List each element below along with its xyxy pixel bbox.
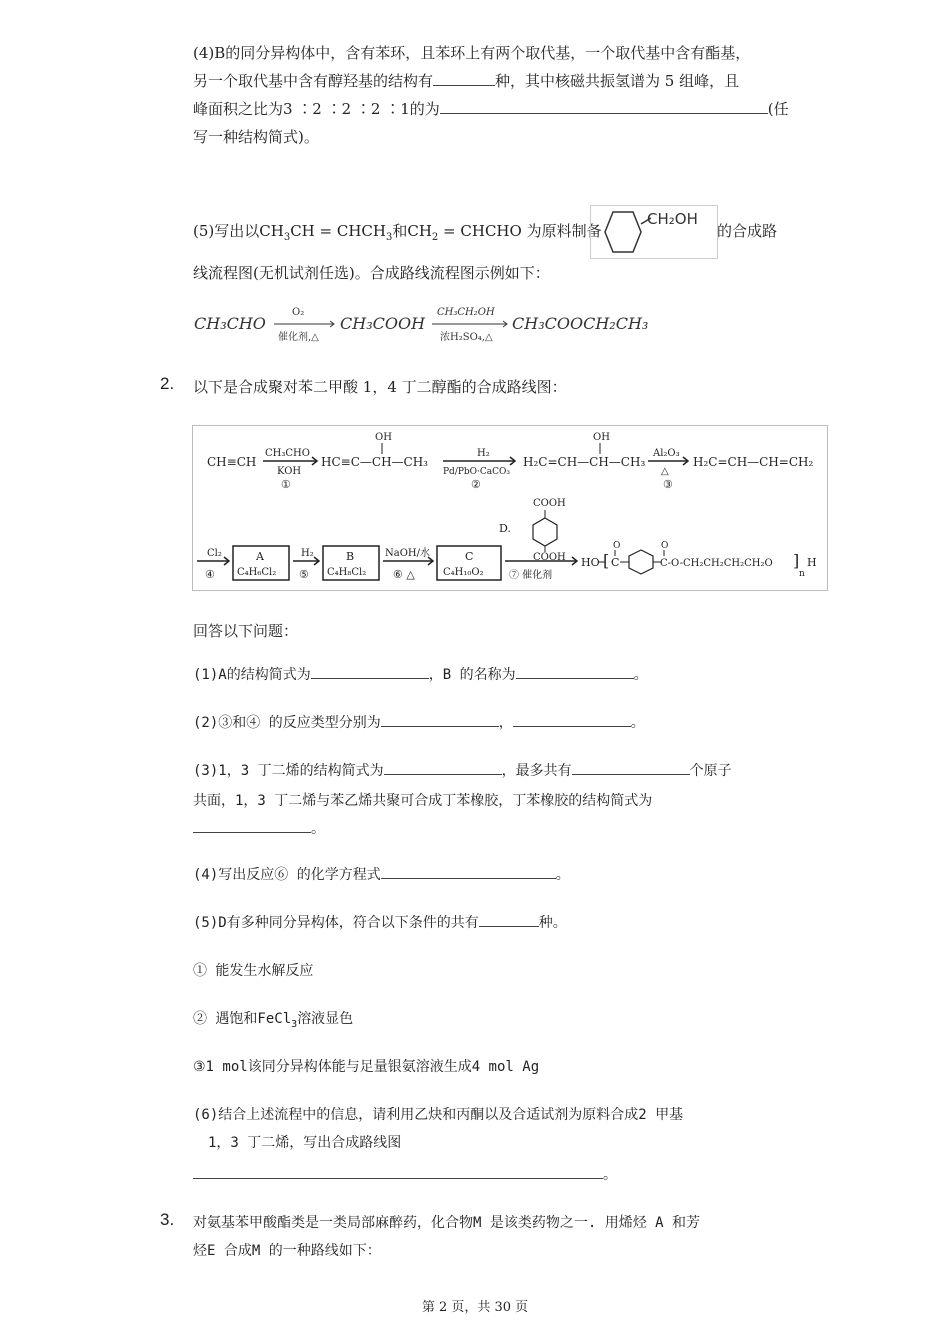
q2-part3-line1: (3)1，3 丁二烯的结构简式为 ，最多共有 个原子 [193, 760, 732, 782]
scheme-a1-top: CH₃CHO [265, 448, 310, 459]
q2-part2: (2)③和④ 的反应类型分别为 ， 。 [193, 712, 645, 734]
answer-blank[interactable] [311, 664, 429, 679]
scheme-oh2: OH [593, 432, 610, 443]
scheme-a2-bot: Pd/PbO·CaCO₃ [443, 467, 511, 477]
scheme-boxC-l1: C [465, 550, 474, 563]
scheme-polymer-o1: O [613, 541, 621, 551]
scheme-d-label: D. [499, 522, 511, 535]
scheme-a5-top: H₂ [301, 548, 314, 559]
scheme-cooh-bot: COOH [533, 552, 566, 563]
scheme-cooh-top: COOH [533, 498, 566, 509]
scheme-a4-top: Cl₂ [207, 548, 222, 559]
scheme-boxB-l1: B [346, 550, 355, 563]
q2-part5: (5)D有多种同分异构体，符合以下条件的共有 种。 [193, 912, 567, 934]
scheme-n1: ① [281, 478, 291, 491]
scheme-a3-bot: △ [661, 466, 669, 477]
scheme-r1: CH≡CH [207, 455, 257, 469]
scheme-boxA-l1: A [256, 550, 264, 563]
page-footer: 第 2 页，共 30 页 [421, 1300, 529, 1315]
eq-arrow2-top: CH₃CH₂OH [437, 307, 495, 318]
scheme-n3: ③ [663, 478, 673, 491]
q-5-line2: 线流程图(无机试剂任选)。合成路线流程图示例如下： [193, 264, 550, 282]
target-structure-image [590, 205, 718, 259]
answer-blank[interactable] [513, 712, 631, 727]
answer-blank[interactable] [381, 712, 499, 727]
scheme-n4: ④ [205, 568, 215, 581]
condition-1: ① 能发生水解反应 [193, 963, 314, 979]
scheme-polymer-d: H [807, 556, 817, 569]
q2-part6-line3: 。 [193, 1164, 617, 1186]
question-title: 以下是合成聚对苯二甲酸 1，4 丁二醇酯的合成路线图： [193, 378, 567, 396]
scheme-boxC-l2: C₄H₁₀O₂ [443, 567, 484, 578]
scheme-a1-bot: KOH [277, 466, 302, 477]
eq-arrow1-top: O₂ [292, 307, 305, 318]
q2-part3-line2: 共面，1，3 丁二烯与苯乙烯共聚可合成丁苯橡胶，丁苯橡胶的结构简式为 [193, 793, 653, 809]
scheme-polymer-a: HO [581, 556, 600, 569]
answer-blank[interactable] [572, 760, 690, 775]
answer-blank[interactable] [193, 1164, 603, 1179]
scheme-polymer-bracket-close: ] [793, 551, 800, 570]
scheme-polymer-n: n [799, 569, 805, 579]
answer-blank[interactable] [193, 818, 311, 833]
scheme-oh1: OH [375, 432, 392, 443]
q2-part3-line3: 。 [193, 818, 325, 840]
scheme-n6: ⑥ △ [393, 568, 415, 581]
scheme-polymer-c: C-O-CH₂CH₂CH₂CH₂O [660, 558, 773, 569]
answer-intro: 回答以下问题： [193, 622, 299, 640]
q3-line1: 对氨基苯甲酸酯类是一类局部麻醉药，化合物M 是该类药物之一. 用烯烃 A 和芳 [193, 1215, 700, 1231]
q3-line2: 烃E 合成M 的一种路线如下： [193, 1243, 381, 1259]
q-5-line1-end: 的合成路 [717, 222, 778, 240]
answer-blank[interactable] [384, 760, 502, 775]
scheme-a6-top: NaOH/水 [385, 548, 430, 559]
scheme-n2: ② [471, 478, 481, 491]
condition-2: ② 遇饱和FeCl$_3$溶液显色 [193, 1011, 354, 1030]
answer-blank[interactable] [479, 912, 539, 927]
scheme-a3-top: Al₂O₃ [653, 448, 680, 459]
scheme-n5: ⑤ [299, 568, 309, 581]
q-4-line4: 写一种结构简式)。 [193, 128, 319, 146]
q2-part1: (1)A的结构简式为 ，B 的名称为 。 [193, 664, 648, 686]
eq-arrow1-bot: 催化剂,△ [278, 332, 319, 343]
q2-part4: (4)写出反应⑥ 的化学方程式 。 [193, 864, 570, 886]
cyclohexane-ring-icon [591, 206, 717, 258]
q-4-line2: 另一个取代基中含有醇羟基的结构有 种，其中核磁共振氢谱为 5 组峰，且 [193, 72, 740, 90]
answer-blank[interactable] [433, 71, 495, 86]
question-number: 2. [160, 374, 175, 393]
struct-label: CH₂OH [647, 210, 698, 228]
scheme-p3: H₂C=CH—CH=CH₂ [693, 455, 814, 469]
answer-blank[interactable] [440, 99, 768, 114]
q-5-line1: (5)写出以$CH_3CH$ = $CHCH_3$和$CH_2$ = CHCHO 为原料制备 [193, 222, 602, 243]
example-equation [192, 300, 672, 346]
answer-blank[interactable] [381, 864, 556, 879]
scheme-boxA-l2: C₄H₆Cl₂ [237, 567, 277, 578]
q-4-line3: 峰面积之比为3 ∶2 ∶2 ∶2 ∶1的为 (任 [193, 100, 789, 118]
scheme-polymer-bracket: [ [603, 551, 610, 570]
eq-species-2: CH₃COOH [340, 314, 426, 333]
scheme-p2: H₂C=CH—CH—CH₃ [523, 455, 646, 469]
scheme-polymer-b: C [611, 556, 620, 569]
synthesis-scheme-figure [192, 425, 828, 591]
condition-3: ③1 mol该同分异构体能与足量银氨溶液生成4 mol Ag [193, 1059, 540, 1075]
scheme-boxB-l2: C₄H₈Cl₂ [327, 567, 367, 578]
synthesis-scheme [193, 426, 827, 590]
scheme-p1: HC≡C—CH—CH₃ [321, 455, 428, 469]
answer-blank[interactable] [516, 664, 634, 679]
scheme-n7: ⑦ 催化剂 [509, 570, 553, 581]
eq-arrow2-bot: 浓H₂SO₄,△ [440, 332, 493, 343]
scheme-a2-top: H₂ [477, 448, 490, 459]
eq-species-1: CH₃CHO [194, 314, 266, 333]
scheme-polymer-o2: O [661, 541, 669, 551]
eq-species-3: CH₃COOCH₂CH₃ [512, 314, 649, 333]
q2-part6-line2: 1，3 丁二烯，写出合成路线图 [208, 1135, 402, 1151]
q-4-line1: (4)B的同分异构体中，含有苯环，且苯环上有两个取代基，一个取代基中含有酯基， [193, 44, 751, 62]
q2-part6-line1: (6)结合上述流程中的信息，请利用乙炔和丙酮以及合适试剂为原料合成2 甲基 [193, 1107, 684, 1123]
question-number: 3. [160, 1210, 175, 1229]
